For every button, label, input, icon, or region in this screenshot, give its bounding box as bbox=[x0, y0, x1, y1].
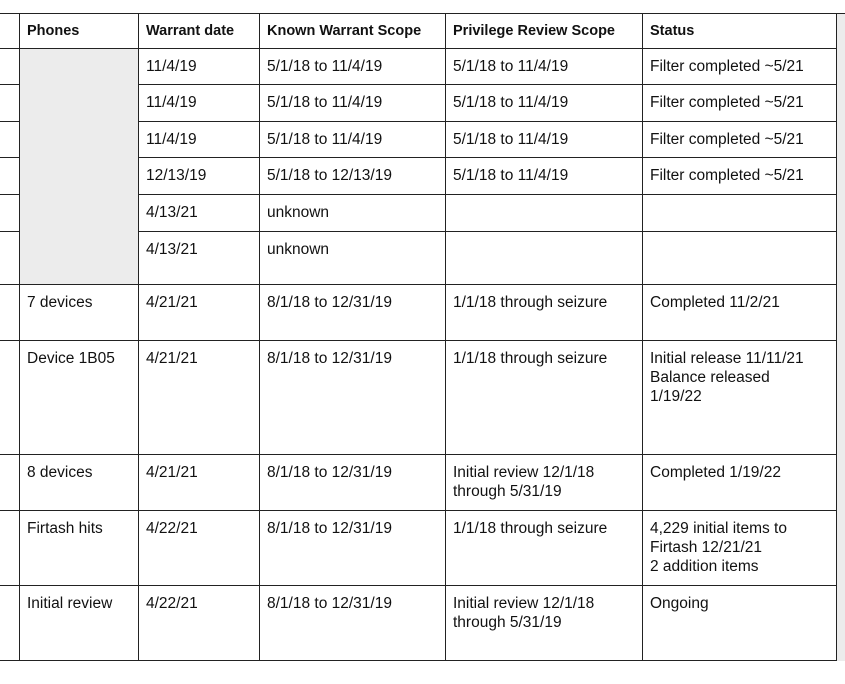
column-header: Status bbox=[650, 23, 695, 39]
column-divider bbox=[445, 13, 446, 661]
column-divider bbox=[19, 13, 20, 661]
cell-line: Firtash 12/21/21 bbox=[650, 539, 763, 556]
privilege-scope-cell: 1/1/18 through seizure bbox=[453, 520, 608, 537]
privilege-scope-cell: 5/1/18 to 11/4/19 bbox=[453, 58, 569, 75]
phones-cell: 7 devices bbox=[27, 294, 93, 311]
privilege-scope-cell: 5/1/18 to 11/4/19 bbox=[453, 167, 569, 184]
known-scope-cell: 5/1/18 to 11/4/19 bbox=[267, 94, 383, 111]
column-header: Privilege Review Scope bbox=[453, 23, 615, 39]
status-cell: Filter completed ~5/21 bbox=[650, 58, 804, 75]
table-row bbox=[0, 586, 845, 661]
table-row bbox=[0, 511, 845, 586]
cell-line: through 5/31/19 bbox=[453, 614, 562, 631]
warrant-date-cell: 4/22/21 bbox=[146, 520, 198, 537]
cell-line: 2 addition items bbox=[650, 558, 759, 575]
warrant-date-cell: 11/4/19 bbox=[146, 131, 197, 148]
status-cell: Completed 1/19/22 bbox=[650, 464, 781, 481]
table-row bbox=[0, 455, 845, 511]
privilege-scope-cell: 1/1/18 through seizure bbox=[453, 294, 608, 311]
cell-line: through 5/31/19 bbox=[453, 483, 562, 500]
cell-line: 4,229 initial items to bbox=[650, 520, 787, 537]
warrant-date-cell: 11/4/19 bbox=[146, 58, 197, 75]
status-cell: Filter completed ~5/21 bbox=[650, 167, 804, 184]
merged-cell-cover bbox=[20, 231, 138, 232]
cell-line: 1/19/22 bbox=[650, 388, 702, 405]
right-edge-strip bbox=[837, 14, 845, 661]
cell-line: Initial review 12/1/18 bbox=[453, 595, 595, 612]
merged-cell-cover bbox=[20, 157, 138, 158]
cell-line: Balance released bbox=[650, 369, 770, 386]
warrant-date-cell: 12/13/19 bbox=[146, 167, 207, 184]
known-scope-cell: 5/1/18 to 11/4/19 bbox=[267, 58, 383, 75]
column-divider bbox=[642, 13, 643, 661]
known-scope-cell: 8/1/18 to 12/31/19 bbox=[267, 464, 392, 481]
warrant-date-cell: 4/13/21 bbox=[146, 204, 198, 221]
known-scope-cell: unknown bbox=[267, 204, 330, 221]
privilege-scope-cell: 1/1/18 through seizure bbox=[453, 350, 608, 367]
phones-cell: Device 1B05 bbox=[27, 350, 115, 367]
warrant-date-cell: 4/21/21 bbox=[146, 464, 198, 481]
known-scope-cell: 8/1/18 to 12/31/19 bbox=[267, 350, 392, 367]
merged-cell-cover bbox=[20, 194, 138, 195]
privilege-scope-cell: 5/1/18 to 11/4/19 bbox=[453, 131, 569, 148]
known-scope-cell: 8/1/18 to 12/31/19 bbox=[267, 595, 392, 612]
phones-cell: 8 devices bbox=[27, 464, 93, 481]
known-scope-cell: 5/1/18 to 11/4/19 bbox=[267, 131, 383, 148]
table-row bbox=[0, 341, 845, 455]
privilege-scope-cell bbox=[445, 232, 453, 285]
privilege-scope-cell bbox=[445, 195, 453, 232]
column-header: Warrant date bbox=[146, 23, 235, 39]
known-scope-cell: 5/1/18 to 12/13/19 bbox=[267, 167, 392, 184]
column-divider bbox=[138, 13, 139, 661]
header-row bbox=[0, 13, 845, 49]
column-header: Known Warrant Scope bbox=[267, 23, 422, 39]
warrant-date-cell: 4/21/21 bbox=[146, 294, 198, 311]
status-cell bbox=[642, 232, 650, 285]
known-scope-cell: unknown bbox=[267, 241, 330, 258]
status-cell: Filter completed ~5/21 bbox=[650, 94, 804, 111]
warrant-date-cell: 4/22/21 bbox=[146, 595, 198, 612]
privilege-scope-cell: 5/1/18 to 11/4/19 bbox=[453, 94, 569, 111]
status-cell bbox=[642, 511, 787, 586]
known-scope-cell: 8/1/18 to 12/31/19 bbox=[267, 294, 392, 311]
warrant-date-cell: 4/21/21 bbox=[146, 350, 198, 367]
phones-cell: Initial review bbox=[27, 595, 113, 612]
merged-cell-cover bbox=[20, 84, 138, 85]
merged-cell-cover bbox=[20, 121, 138, 122]
status-cell: Completed 11/2/21 bbox=[650, 294, 780, 311]
cell-line: Initial review 12/1/18 bbox=[453, 464, 595, 481]
status-cell: Filter completed ~5/21 bbox=[650, 131, 804, 148]
warrant-date-cell: 11/4/19 bbox=[146, 94, 197, 111]
column-header: Phones bbox=[27, 23, 80, 39]
status-cell bbox=[642, 341, 804, 455]
known-scope-cell: 8/1/18 to 12/31/19 bbox=[267, 520, 392, 537]
table-top-border bbox=[0, 13, 845, 14]
column-divider bbox=[259, 13, 260, 661]
status-cell bbox=[642, 195, 650, 232]
phones-cell: Firtash hits bbox=[27, 520, 103, 537]
privilege-scope-cell bbox=[445, 455, 594, 511]
status-cell: Ongoing bbox=[650, 595, 709, 612]
table-row bbox=[0, 285, 845, 341]
warrant-date-cell: 4/13/21 bbox=[146, 241, 198, 258]
privilege-scope-cell bbox=[445, 586, 594, 661]
cell-line: Initial release 11/11/21 bbox=[650, 350, 804, 367]
column-divider bbox=[836, 13, 837, 661]
